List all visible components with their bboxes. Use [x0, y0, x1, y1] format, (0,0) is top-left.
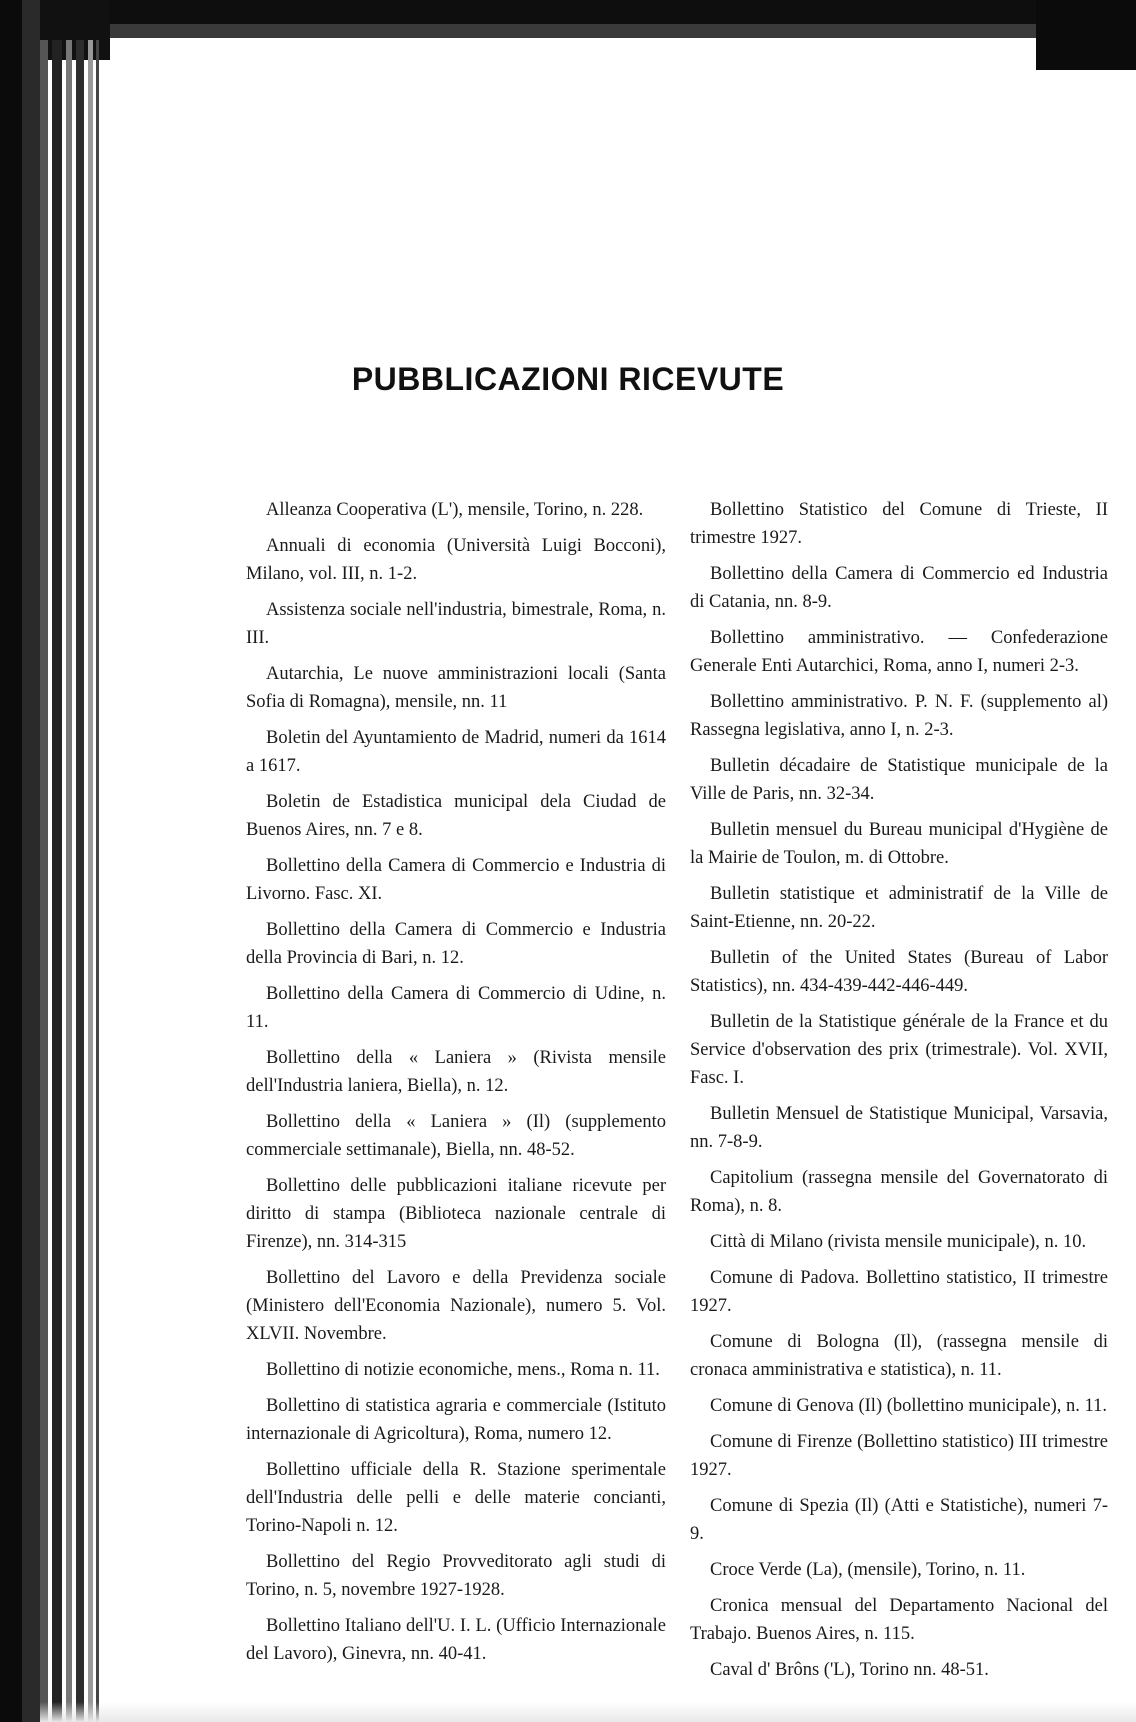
entry: Bulletin de la Statistique générale de la France et du Service d'observation des prix (trimestrale). Vol. XVII, Fasc. I.: [690, 1012, 1108, 1088]
page-edge: [96, 40, 99, 1722]
entry: Bollettino della « Laniera » (Il) (supplemento commerciale settimanale), Biella, nn. 48-52.: [246, 1112, 666, 1160]
entry: Bulletin mensuel du Bureau municipal d'Hygiène de la Mairie de Toulon, m. di Ottobre.: [690, 820, 1108, 868]
entry: Bollettino della Camera di Commercio e Industria della Provincia di Bari, n. 12.: [246, 920, 666, 968]
page-edge: [66, 40, 72, 1722]
entry: Bulletin statistique et administratif de la Ville de Saint-Etienne, nn. 20-22.: [690, 884, 1108, 932]
page-title: PUBBLICAZIONI RICEVUTE: [351, 361, 785, 398]
entry: Cronica mensual del Departamento Nacional del Trabajo. Buenos Aires, n. 115.: [690, 1596, 1108, 1644]
entry: Caval d' Brôns ('L), Torino nn. 48-51.: [710, 1660, 989, 1680]
scan-border-left: [0, 0, 40, 1722]
entry: Autarchia, Le nuove amministrazioni locali (Santa Sofia di Romagna), mensile, nn. 11: [246, 664, 666, 712]
entry: Comune di Bologna (Il), (rassegna mensile di cronaca amministrativa e statistica), n. 11.: [690, 1332, 1108, 1380]
entry: Bollettino della « Laniera » (Rivista mensile dell'Industria laniera, Biella), n. 12.: [246, 1048, 666, 1096]
entry: Annuali di economia (Università Luigi Bocconi), Milano, vol. III, n. 1-2.: [246, 536, 666, 584]
entry: Bollettino ufficiale della R. Stazione sperimentale dell'Industria delle pelli e delle materie concianti, Torino-Napoli n. 12.: [246, 1460, 666, 1536]
entry: Capitolium (rassegna mensile del Governatorato di Roma), n. 8.: [690, 1168, 1108, 1216]
entry: Bollettino Italiano dell'U. I. L. (Ufficio Internazionale del Lavoro), Ginevra, nn. 40-41.: [246, 1616, 666, 1664]
entry: Comune di Genova (Il) (bollettino municipale), n. 11.: [710, 1396, 1107, 1416]
entry: Bollettino delle pubblicazioni italiane ricevute per diritto di stampa (Biblioteca nazionale centrale di Firenze), nn. 314-315: [246, 1176, 666, 1252]
page-edge: [88, 40, 93, 1722]
entry: Bulletin décadaire de Statistique municipale de la Ville de Paris, nn. 32-34.: [690, 756, 1108, 804]
entry: Bollettino Statistico del Comune di Trieste, II trimestre 1927.: [690, 500, 1108, 548]
entry: Bollettino di notizie economiche, mens., Roma n. 11.: [266, 1360, 660, 1380]
scan-border-top: [0, 0, 1136, 38]
entry: Comune di Firenze (Bollettino statistico) III trimestre 1927.: [690, 1432, 1108, 1480]
entry: Bollettino del Regio Provveditorato agli studi di Torino, n. 5, novembre 1927-1928.: [246, 1552, 666, 1600]
entry: Bulletin of the United States (Bureau of Labor Statistics), nn. 434-439-442-446-449.: [690, 948, 1108, 996]
right-column: [690, 496, 1108, 1692]
entry: Croce Verde (La), (mensile), Torino, n. 11.: [710, 1560, 1026, 1580]
page-shadow: [40, 1702, 1136, 1722]
page-edge: [40, 40, 48, 1722]
scan-corner-top-right: [1036, 0, 1136, 70]
entry: Comune di Padova. Bollettino statistico, II trimestre 1927.: [690, 1268, 1108, 1316]
entry: Comune di Spezia (Il) (Atti e Statistiche), numeri 7-9.: [690, 1496, 1108, 1544]
entry: Bollettino amministrativo. — Confederazione Generale Enti Autarchici, Roma, anno I, numeri 2-3.: [690, 628, 1108, 676]
page-edge: [76, 40, 84, 1722]
entry: Bulletin Mensuel de Statistique Municipal, Varsavia, nn. 7-8-9.: [690, 1104, 1108, 1152]
entry: Bollettino della Camera di Commercio e Industria di Livorno. Fasc. XI.: [246, 856, 666, 904]
entry: Bollettino del Lavoro e della Previdenza sociale (Ministero dell'Economia Nazionale), numero 5. Vol. XLVII. Novembre.: [246, 1268, 666, 1344]
entry: Città di Milano (rivista mensile municipale), n. 10.: [710, 1232, 1087, 1252]
entry: Boletin de Estadistica municipal dela Ciudad de Buenos Aires, nn. 7 e 8.: [246, 792, 666, 840]
page-edge: [52, 40, 62, 1722]
entry: Boletin del Ayuntamiento de Madrid, numeri da 1614 a 1617.: [246, 728, 666, 776]
left-column: [246, 496, 666, 1676]
entry: Bollettino della Camera di Commercio ed Industria di Catania, nn. 8-9.: [690, 564, 1108, 612]
entry: Bollettino amministrativo. P. N. F. (supplemento al) Rassegna legislativa, anno I, n. 2-3.: [690, 692, 1108, 740]
entry: Bollettino della Camera di Commercio di Udine, n. 11.: [246, 984, 666, 1032]
entry: Bollettino di statistica agraria e commerciale (Istituto internazionale di Agricoltura), Roma, numero 12.: [246, 1396, 666, 1444]
entry: Assistenza sociale nell'industria, bimestrale, Roma, n. III.: [246, 600, 666, 648]
entry: Alleanza Cooperativa (L'), mensile, Torino, n. 228.: [266, 500, 644, 520]
